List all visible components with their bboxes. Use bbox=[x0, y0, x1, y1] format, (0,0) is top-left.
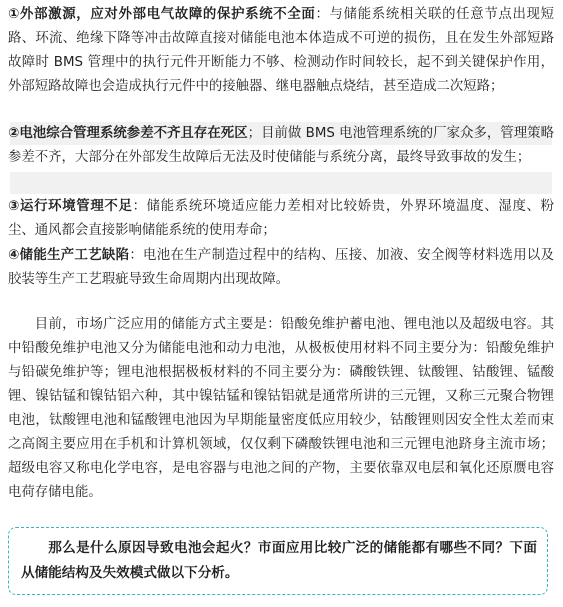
market-paragraph: 目前，市场广泛应用的储能方式主要是：铅酸免维护蓄电池、锂电池以及超级电容。其中铅酸免维护电池又分为储能电池和动力电池，从极板使用材料不同主要分为：铅酸免维护与铅碳免维护等；锂电池根据极板材料的不同主要分为：磷酸铁锂、钛酸锂、钴酸锂、锰酸锂、镍钴锰和镍钴铝六种，其中镍钴锰和镍钴铝就是通常所讲的三元锂，又称三元聚合物锂电池，钛酸锂电池和锰酸锂电池因为早期能量密度低应用较少，钴酸锂则因安全性太差而束之高阁主要应用在手机和计算机领域，仅仅剩下磷酸铁锂电池和三元锂电池跻身主流市场；超级电容又称电化学电容，是电容器与电池之间的产物，主要依靠双电层和氧化还原赝电容电荷存储电能。 bbox=[8, 317, 554, 500]
summary-callout-box bbox=[8, 527, 548, 595]
cause-lead-1: ①外部激源，应对外部电气故障的保护系统不全面 bbox=[8, 7, 316, 22]
cause-paragraph-1 bbox=[8, 3, 554, 99]
cause-paragraph-4 bbox=[8, 244, 554, 292]
cause-body-3: ：储能系统环境适应能力差相对比较娇贵，外界环境温度、湿度、粉尘、通风都会直接影响储能系统的使用寿命； bbox=[8, 199, 554, 238]
highlight-band bbox=[10, 172, 552, 194]
cause-body-2: ；目前做 BMS 电池管理系统的厂家众多，管理策略参差不齐，大部分在外部发生故障后无法及时使储能与系统分离，最终导致事故的发生； bbox=[8, 126, 554, 165]
summary-callout-text: 那么是什么原因导致电池会起火？市面应用比较广泛的储能都有哪些不同？下面从储能结构及失效模式做以下分析。 bbox=[21, 540, 537, 581]
cause-body-1: ：与储能系统相关联的任意节点出现短路、环流、绝缘下降等冲击故障直接对储能电池本体造成不可逆的损伤，且在发生外部短路故障时 BMS 管理中的执行元件开断能力不够、检测动作时间较长，起不到关键保护作用，外部短路故障也会造成执行元件中的接触器、继电器触点烧结，甚至造成二次短路； bbox=[8, 7, 554, 94]
cause-lead-3: ③运行环境管理不足 bbox=[8, 199, 133, 214]
cause-body-4: ：电池在生产制造过程中的结构、压接、加液、安全阀等材料选用以及胶装等生产工艺瑕疵导致生命周期内出现故障。 bbox=[8, 248, 555, 287]
cause-lead-4: ④储能生产工艺缺陷 bbox=[8, 248, 130, 263]
cause-lead-2: ②电池综合管理系统参差不齐且存在死区 bbox=[8, 126, 248, 141]
cause-paragraph-3 bbox=[8, 195, 554, 243]
cause-paragraph-2 bbox=[8, 122, 554, 170]
